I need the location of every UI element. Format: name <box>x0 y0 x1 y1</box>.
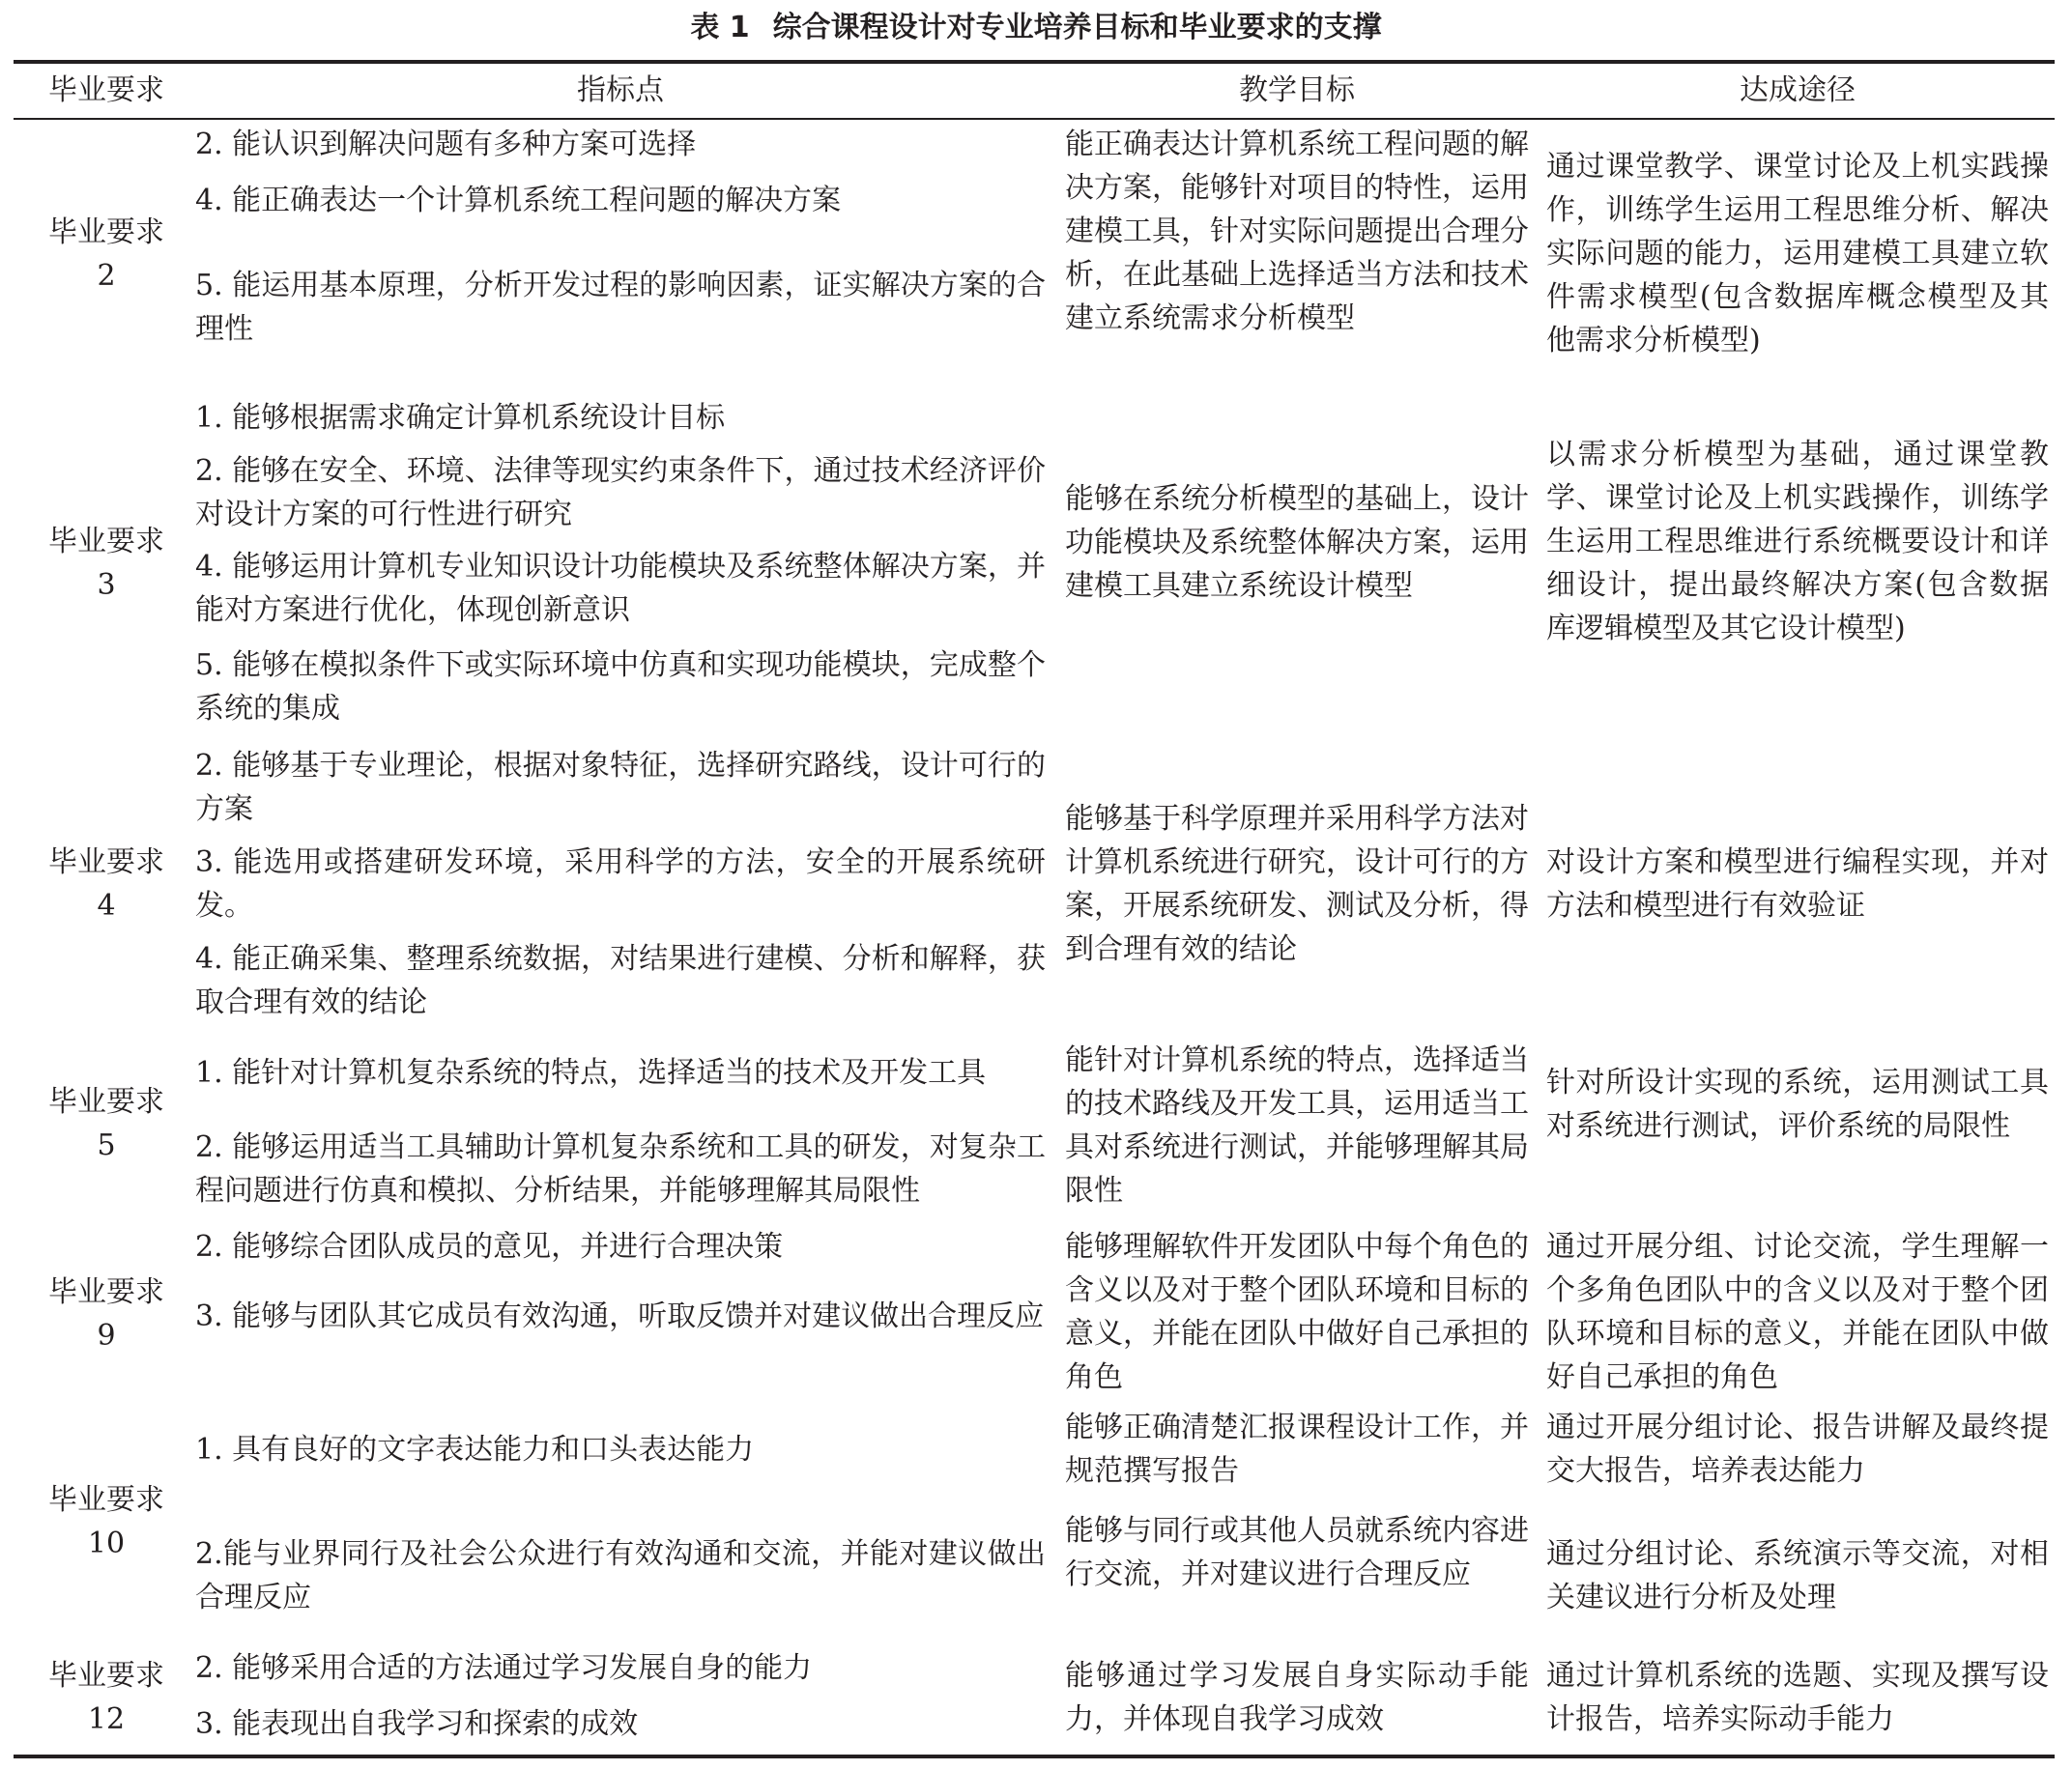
table-row-6-indicator-2: 2.能与业界同行及社会公众进行有效沟通和交流，并能对建议做出合理反应 <box>195 1537 1046 1614</box>
header-graduation-requirement: 毕业要求 <box>48 73 164 107</box>
requirement-label: 毕业要求 <box>48 1275 164 1309</box>
table-row-5-indicator-2: 3. 能够与团队其它成员有效沟通，听取反馈并对建议做出合理反应 <box>195 1299 1045 1333</box>
requirement-number: 12 <box>87 1702 126 1736</box>
table-row-1-path: 通过课堂教学、课堂讨论及上机实践操作，训练学生运用工程思维分析、解决实际问题的能力，运用建模工具建立软件需求模型(包含数据库概念模型及其他需求分析模型) <box>1546 150 2049 357</box>
requirement-number: 9 <box>97 1319 116 1353</box>
table-row-1-indicator-2: 4. 能正确表达一个计算机系统工程问题的解决方案 <box>195 184 842 217</box>
table-row-6-goal-2: 能够与同行或其他人员就系统内容进行交流，并对建议进行合理反应 <box>1065 1514 1529 1591</box>
requirement-label: 毕业要求 <box>48 1085 164 1119</box>
table-row-4-indicator-2: 2. 能够运用适当工具辅助计算机复杂系统和工具的研发，对复杂工程问题进行仿真和模拟、分析结果，并能够理解其局限性 <box>195 1130 1046 1208</box>
requirement-label: 毕业要求 <box>48 215 164 249</box>
table-row-1-indicator-3: 5. 能运用基本原理，分析开发过程的影响因素，证实解决方案的合理性 <box>195 269 1046 346</box>
table-row-5-requirement <box>29 1270 184 1357</box>
table-row-1-requirement <box>29 211 184 298</box>
table-row-2-path: 以需求分析模型为基础，通过课堂教学、课堂讨论及上机实践操作，训练学生运用工程思维进行系统概要设计和详细设计，提出最终解决方案(包含数据库逻辑模型及其它设计模型) <box>1546 438 2049 645</box>
table-row-2-indicator-4: 5. 能够在模拟条件下或实际环境中仿真和实现功能模块，完成整个系统的集成 <box>195 648 1046 726</box>
table-top-rule <box>14 60 2055 64</box>
requirement-number: 3 <box>97 568 116 602</box>
table-row-3-indicator-1: 2. 能够基于专业理论，根据对象特征，选择研究路线，设计可行的方案 <box>195 749 1046 826</box>
table-row-7-indicator-2: 3. 能表现出自我学习和探索的成效 <box>195 1707 639 1741</box>
requirement-label: 毕业要求 <box>48 845 164 879</box>
table-row-3-indicator-3: 4. 能正确采集、整理系统数据，对结果进行建模、分析和解释，获取合理有效的结论 <box>195 942 1046 1019</box>
table-row-6-indicator-1: 1. 具有良好的文字表达能力和口头表达能力 <box>195 1433 755 1467</box>
table-caption-number: 表 1 <box>690 11 750 44</box>
requirement-number: 4 <box>97 889 116 923</box>
requirement-label: 毕业要求 <box>48 1659 164 1693</box>
header-indicator-point: 指标点 <box>577 73 664 107</box>
table-row-6-requirement <box>29 1478 184 1565</box>
requirement-label: 毕业要求 <box>48 525 164 558</box>
table-row-5-path: 通过开展分组、讨论交流，学生理解一个多角色团队中的含义以及对于整个团队环境和目标的意义，并能在团队中做好自己承担的角色 <box>1546 1230 2049 1394</box>
table-row-2-indicator-3: 4. 能够运用计算机专业知识设计功能模块及系统整体解决方案，并能对方案进行优化，体现创新意识 <box>195 550 1046 627</box>
table-row-3-requirement <box>29 841 184 928</box>
table-row-4-goal: 能针对计算机系统的特点，选择适当的技术路线及开发工具，运用适当工具对系统进行测试，并能够理解其局限性 <box>1065 1043 1529 1208</box>
table-row-3-path: 对设计方案和模型进行编程实现，并对方法和模型进行有效验证 <box>1546 845 2049 923</box>
requirement-number: 2 <box>97 259 116 293</box>
table-row-6-goal-1: 能够正确清楚汇报课程设计工作，并规范撰写报告 <box>1065 1411 1529 1488</box>
table-row-7-requirement <box>29 1654 184 1741</box>
table-row-7-path: 通过计算机系统的选题、实现及撰写设计报告，培养实际动手能力 <box>1546 1659 2049 1736</box>
table-row-6-path-1: 通过开展分组讨论、报告讲解及最终提交大报告，培养表达能力 <box>1546 1411 2049 1488</box>
table-row-7-goal: 能够通过学习发展自身实际动手能力，并体现自我学习成效 <box>1065 1659 1529 1736</box>
table-header-rule <box>14 118 2055 120</box>
table-caption <box>0 6 2072 50</box>
header-teaching-goal: 教学目标 <box>1239 73 1355 107</box>
table-row-2-goal: 能够在系统分析模型的基础上，设计功能模块及系统整体解决方案，运用建模工具建立系统设计模型 <box>1065 482 1529 603</box>
table-row-2-indicator-2: 2. 能够在安全、环境、法律等现实约束条件下，通过技术经济评价对设计方案的可行性进行研究 <box>195 454 1046 531</box>
table-row-5-goal: 能够理解软件开发团队中每个角色的含义以及对于整个团队环境和目标的意义，并能在团队中做好自己承担的角色 <box>1065 1230 1529 1394</box>
header-achievement-path: 达成途径 <box>1740 73 1856 107</box>
table-row-1-goal: 能正确表达计算机系统工程问题的解决方案，能够针对项目的特性，运用建模工具，针对实际问题提出合理分析，在此基础上选择适当方法和技术建立系统需求分析模型 <box>1065 128 1529 335</box>
table-row-1-indicator-1: 2. 能认识到解决问题有多种方案可选择 <box>195 128 697 161</box>
table-caption-text: 综合课程设计对专业培养目标和毕业要求的支撑 <box>772 11 1382 44</box>
table-row-4-path: 针对所设计实现的系统，运用测试工具对系统进行测试，评价系统的局限性 <box>1546 1066 2049 1143</box>
table-row-2-indicator-1: 1. 能够根据需求确定计算机系统设计目标 <box>195 401 726 435</box>
requirement-number: 5 <box>97 1128 116 1162</box>
table-bottom-rule <box>14 1755 2055 1758</box>
table-row-2-requirement <box>29 520 184 607</box>
table-row-4-requirement <box>29 1080 184 1167</box>
table-row-5-indicator-1: 2. 能够综合团队成员的意见，并进行合理决策 <box>195 1230 784 1264</box>
table-row-3-goal: 能够基于科学原理并采用科学方法对计算机系统进行研究，设计可行的方案，开展系统研发、测试及分析，得到合理有效的结论 <box>1065 802 1529 966</box>
requirement-number: 10 <box>87 1527 126 1560</box>
requirement-label: 毕业要求 <box>48 1483 164 1517</box>
table-row-7-indicator-1: 2. 能够采用合适的方法通过学习发展自身的能力 <box>195 1651 813 1685</box>
table-row-3-indicator-2: 3. 能选用或搭建研发环境，采用科学的方法，安全的开展系统研发。 <box>195 845 1046 923</box>
table-row-4-indicator-1: 1. 能针对计算机复杂系统的特点，选择适当的技术及开发工具 <box>195 1056 987 1090</box>
table-row-6-path-2: 通过分组讨论、系统演示等交流，对相关建议进行分析及处理 <box>1546 1537 2049 1614</box>
